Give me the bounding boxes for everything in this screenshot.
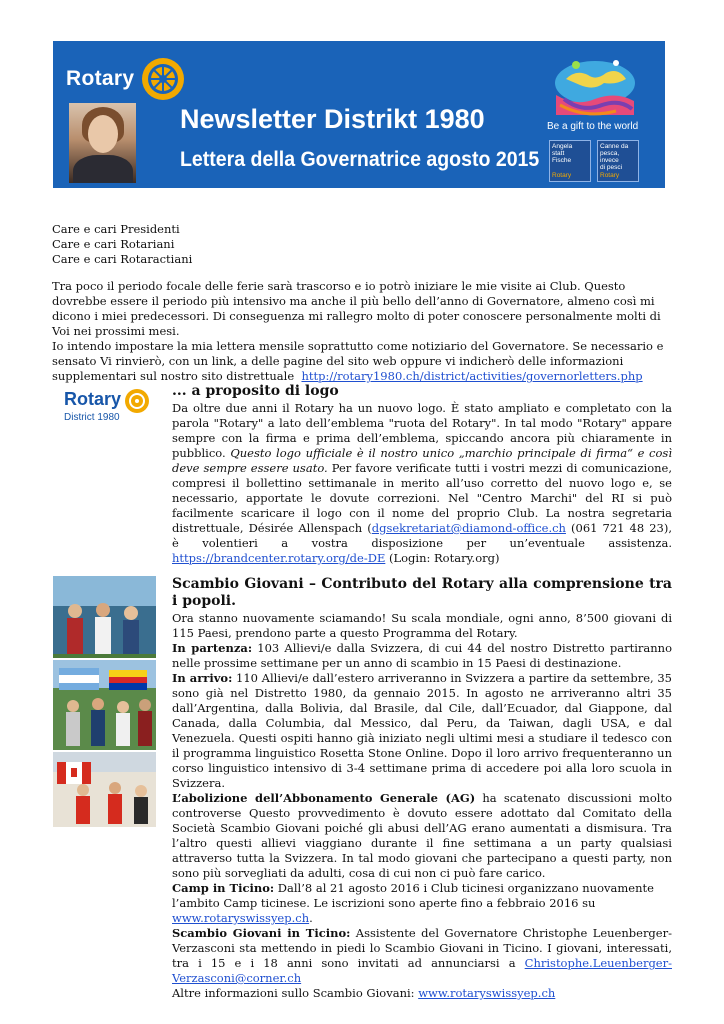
text-span: 110 Allievi/e dall’estero arriveranno in Svizzera a partire da settembre, 35 sono già nel Distretto 1980, da gennaio 2015. In agosto ne arriveranno altri 35 dall’Argentina, dalla Bolivia, dal Brasile, dal Cile, dall’Ecuador, dal Giappone, dal Canada, dalla Columbia, dal Messico, dal Peru, da Taiwan, dagli USA, e dal Venezuela. Questi ospiti hanno già iniziato negli ultimi mesi a studiare il tedesco con il programma linguistico Rosetta Stone Online. Dopo il loro arrivo frequenteranno un corso linguistico intensivo di 3-4 settimane prima di accedere poi alla loro scuola in Svizzera. — [172, 671, 673, 790]
exchange-paragraph — [172, 641, 672, 671]
card-brand: Rotary — [552, 172, 572, 179]
card-line: di pesci — [600, 164, 623, 171]
text-span: (Login: Rotary.org) — [385, 551, 500, 565]
youth-exchange-photos — [53, 576, 156, 827]
card-line: Canne da — [600, 143, 629, 150]
rotary-district-1980-logo — [62, 383, 158, 431]
logo-section — [172, 383, 672, 566]
rotaryswissyep-link[interactable]: www.rotaryswissyep.ch — [172, 911, 310, 925]
exchange-paragraph — [172, 986, 672, 1001]
exchange-paragraph — [172, 671, 672, 791]
intro-paragraph: Tra poco il periodo focale delle ferie sarà trascorso e io potrò iniziare le mie visite ai Club. Questo dovrebbe essere il periodo più intensivo ma anche il più bello dell’anno di Governatore, almeno così mi dicono i miei predecessori. Di conseguenza mi rallegro molto di poter conoscere personalmente molti di Voi nei prossimi mesi. — [52, 279, 661, 338]
salutation-line: Care e cari Rotariani — [52, 237, 175, 251]
text-span: Dall’8 al 21 agosto 2016 i Club ticinesi organizzano nuovamente l’ambito Camp ticinese. Le iscrizioni sono aperte fino a febbraio 2016 su — [172, 881, 654, 910]
youth-exchange-section — [172, 576, 672, 1001]
rotary-logo — [66, 56, 186, 102]
exchange-paragraph: Ora stanno nuovamente sciamando! Su scala mondiale, ogni anno, 8’500 giovani di 115 Paesi, prendono parte a questo Programma del Rotary. — [172, 611, 672, 640]
text-span: ha scatenato discussioni molto controverse Questo provvedimento è dovuto essere adottato dal Comitato della Società Scambio Giovani poiché gli abusi dell’AG erano aumentati a dismisura. Tra l’altro questi allievi viaggiano durante il fine settimana a un party qualsiasi attraverso tutta la Svizzera. In tal modo giovani che partecipano a questi party, non sono più sorvegliati da adulti, cosa di cui non ci può fare carico. — [172, 791, 672, 880]
paragraph-label: Scambio Giovani in Ticino: — [172, 926, 351, 940]
intro-text — [52, 279, 664, 384]
district-logo-label: District 1980 — [64, 412, 120, 423]
card-brand: Rotary — [600, 172, 620, 179]
ticino-contact-email-link[interactable]: Christophe.Leuenberger-Verzasconi@corner.ch — [172, 956, 672, 985]
card-line: Angela — [552, 143, 573, 150]
paragraph-label: In arrivo: — [172, 671, 233, 685]
salutation — [52, 222, 192, 267]
salutation-line: Care e cari Rotaractiani — [52, 252, 193, 266]
campaign-card-fishing-rods — [597, 140, 639, 182]
paragraph-label: L’abolizione dell’Abbonamento Generale (AG) — [172, 791, 476, 805]
paragraph-label: In partenza: — [172, 641, 253, 655]
newsletter-banner — [53, 41, 665, 188]
newsletter-subtitle: Lettera della Governatrice agosto 2015 — [180, 148, 540, 171]
globe-gift-illustration — [546, 55, 644, 121]
brandcenter-link[interactable]: https://brandcenter.rotary.org/de-DE — [172, 551, 386, 565]
exchange-paragraph: Camp in Ticino: Dall’8 al 21 agosto 2016 i Club ticinesi organizzano nuovamente l’ambito Camp ticinese. Le iscrizioni sono aperte fino a febbraio 2016 su www.rotaryswissyep.ch. — [172, 881, 654, 925]
newsletter-title: Newsletter Distrikt 1980 — [180, 104, 485, 134]
card-line: Fische — [552, 157, 572, 164]
theme-slogan: Be a gift to the world — [547, 121, 639, 132]
governor-letters-link[interactable]: http://rotary1980.ch/district/activities/governorletters.php — [301, 369, 643, 383]
section-heading: Scambio Giovani – Contributo del Rotary alla comprensione tra i popoli. — [172, 576, 672, 609]
paragraph-label: Camp in Ticino: — [172, 881, 275, 895]
campaign-card-fishermen — [549, 140, 591, 182]
salutation-line: Care e cari Presidenti — [52, 222, 180, 236]
exchange-paragraph — [172, 926, 672, 986]
logo-section-text — [172, 401, 672, 566]
text-span: 103 Allievi/e dalla Svizzera, di cui 44 del nostro Distretto partiranno nelle prossime settimane per un anno di scambio in 15 Paesi di destinazione. — [172, 641, 672, 670]
text-span: Assistente del Governatore Christophe Leuenberger-Verzasconi sta mettendo in piedi lo Scambio Giovani in Ticino. I giovani, interessati, tra i 15 e i 18 anni sono invitati ad annunciarsi a — [172, 926, 672, 970]
rotary-wheel-icon — [124, 388, 150, 414]
governor-portrait — [69, 103, 136, 183]
rotary-wheel-icon — [140, 56, 186, 102]
district-logo-text: Rotary — [64, 389, 122, 409]
text-span: Altre informazioni sullo Scambio Giovani: — [172, 986, 419, 1000]
rotary-logo-text: Rotary — [66, 67, 135, 90]
card-line: pesca, invece — [600, 150, 620, 164]
card-line: statt — [552, 150, 565, 157]
text-span: Per favore verificate tutti i vostri mezzi di comunicazione, compresi il bollettino settimanale in merito all’uso corretto del nuovo logo e, se necessario, apportate le dovute correzioni. Nel "Centro Marchi" del RI si può facilmente scaricare il logo con il nome del proprio Club. La nostra segretaria distrettuale, Désirée Allenspach ( — [172, 461, 673, 535]
rotaryswissyep-link[interactable]: www.rotaryswissyep.ch — [418, 986, 556, 1000]
text-span: Da oltre due anni il Rotary ha un nuovo logo. È stato ampliato e completato con la parola "Rotary" a lato dell’emblema "ruota del Rotary". In tal modo "Rotary" appare sempre con la firma e prima dell’emblema, spiccando ancora più chiaramente in pubblico. — [172, 401, 672, 460]
text-span: (061 721 48 23), è volentieri a vostra disposizione per un’eventuale assistenza. — [172, 521, 672, 550]
section-heading: ... a proposito di logo — [172, 383, 339, 399]
text-italic: Questo logo ufficiale è il nostro unico „marchio principale di firma“ e così deve sempre essere usato. — [172, 446, 673, 475]
secretariat-email-link[interactable]: dgsekretariat@diamond-office.ch — [371, 521, 566, 535]
intro-text-span: Io intendo impostare la mia lettera mensile soprattutto come notiziario del Governatore. Se necessario e sensato Vi rinvierò, con un link, a delle pagine del sito web oppure vi indicherò delle informazioni supplementari sul nostro sito distrettuale — [52, 339, 664, 383]
intro-paragraph — [52, 339, 664, 384]
exchange-paragraph — [172, 791, 672, 881]
